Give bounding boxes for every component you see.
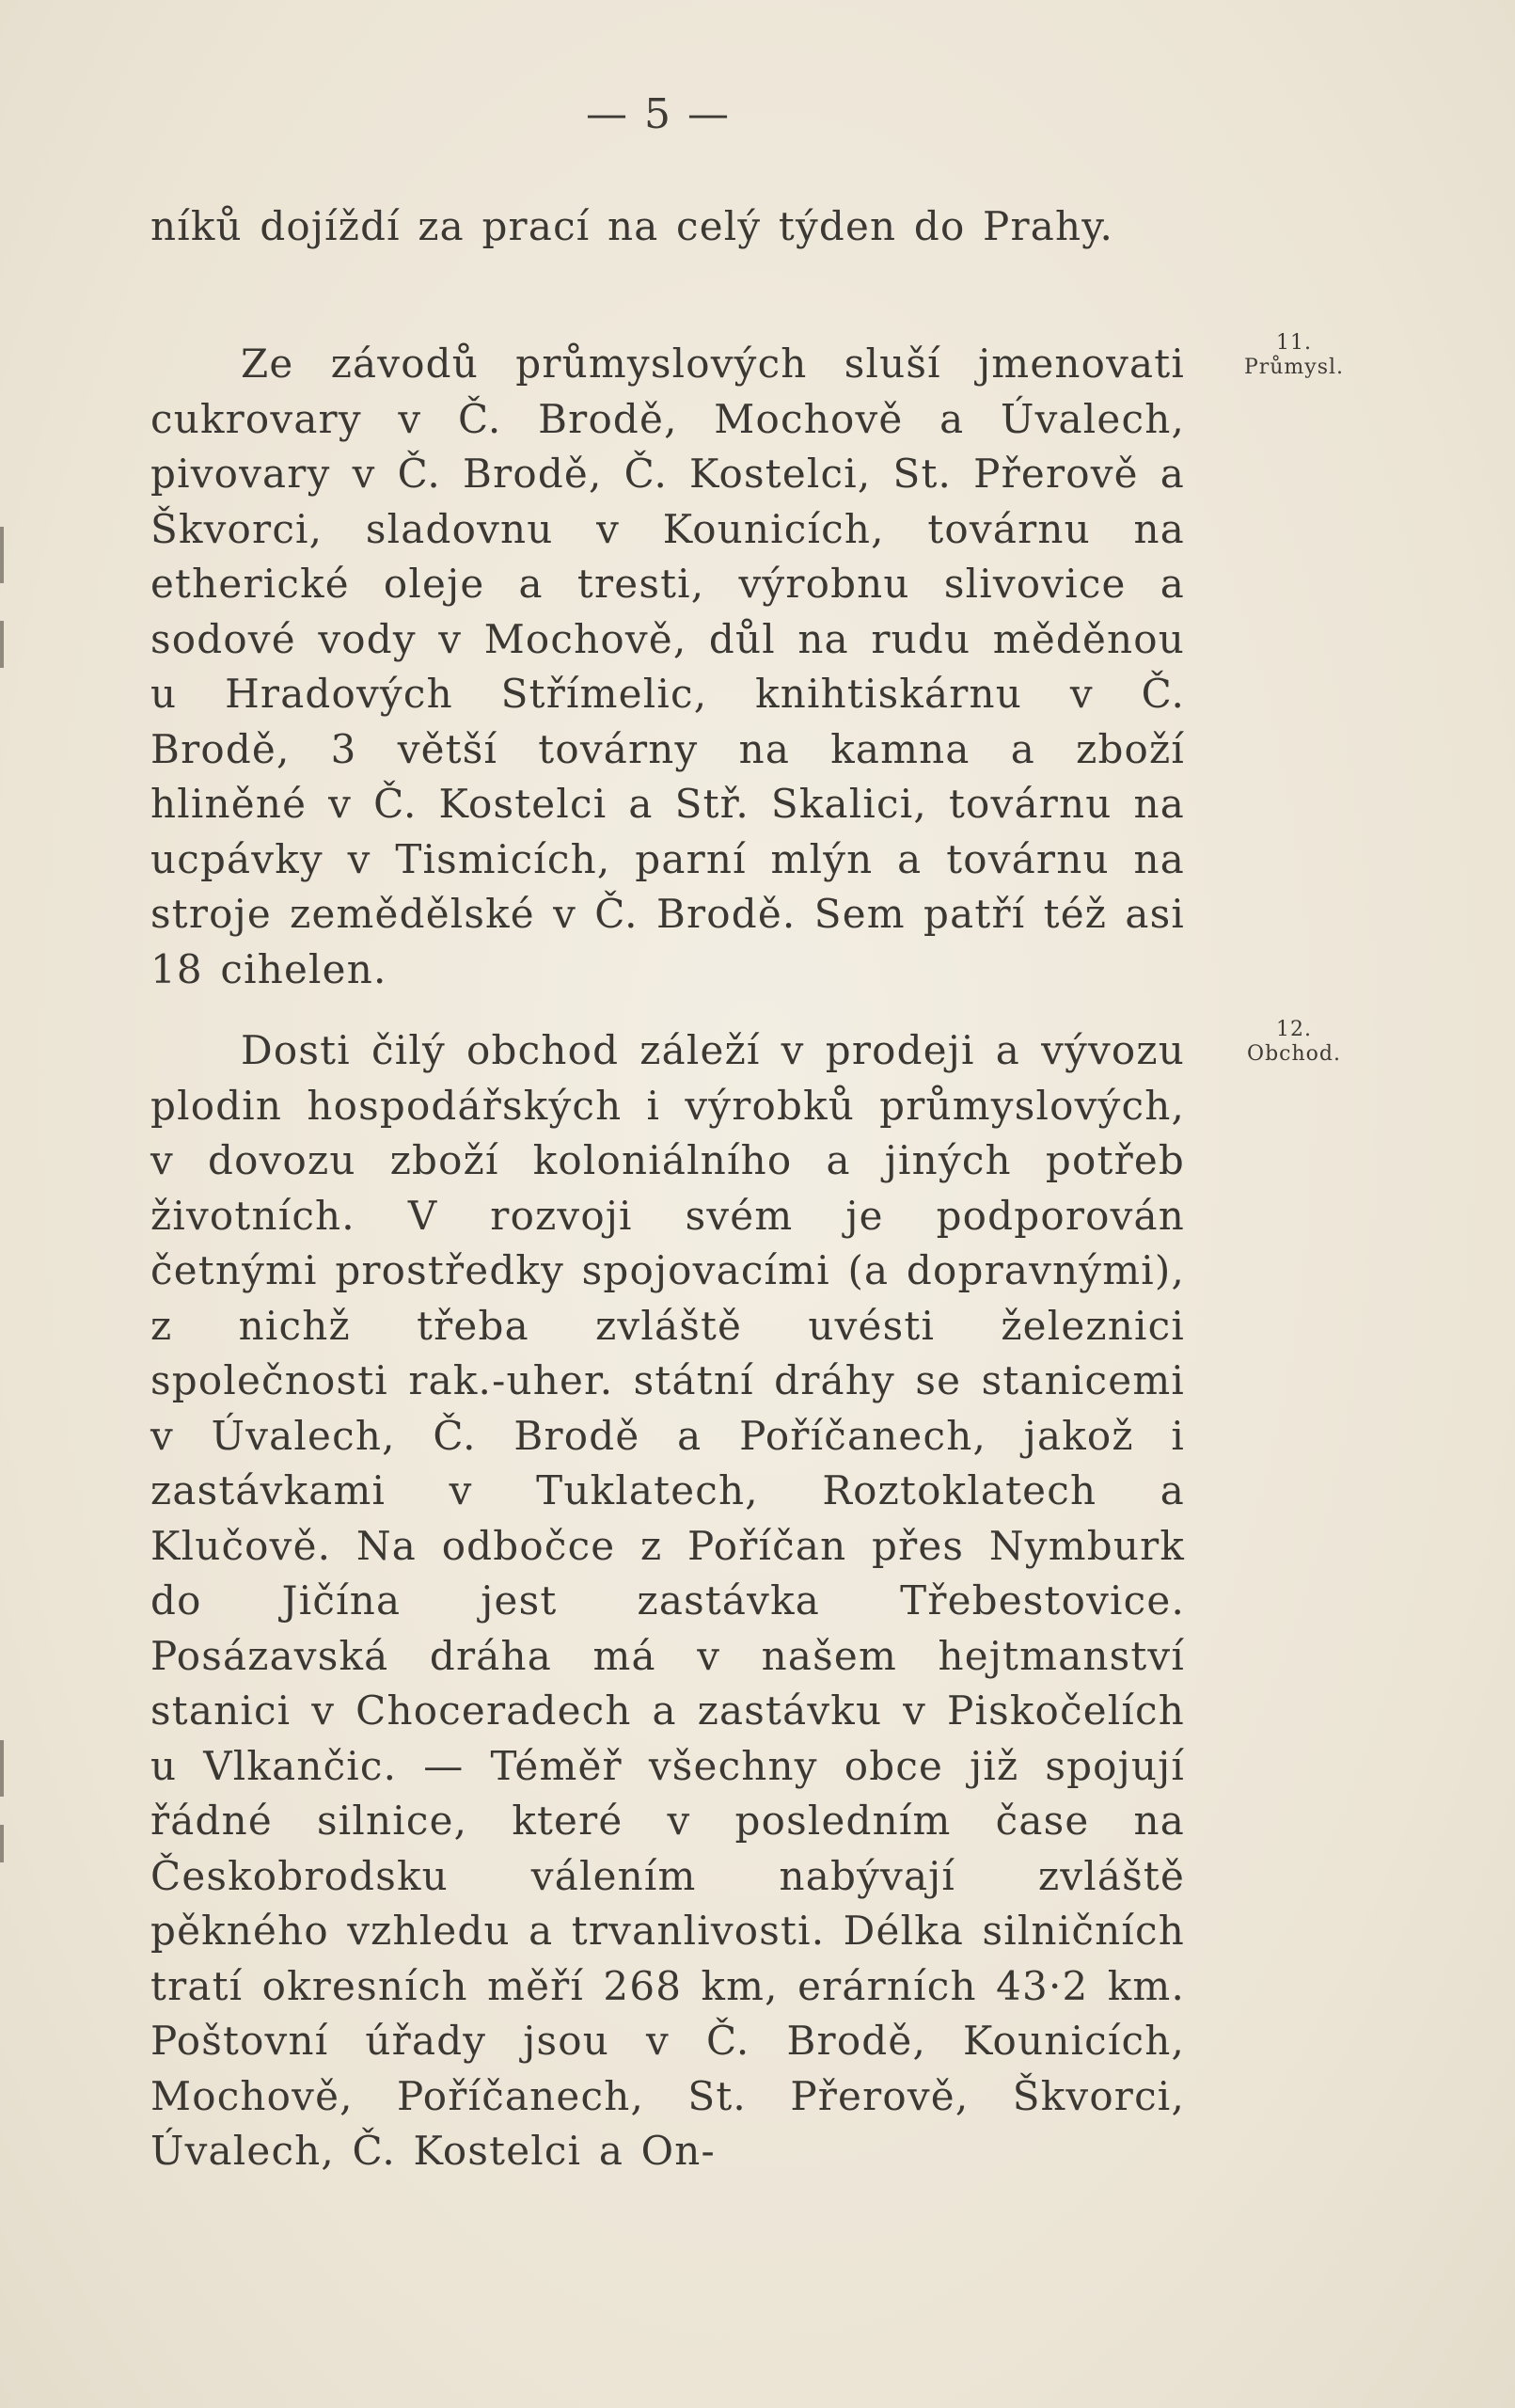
page-number: — 5 —: [586, 90, 731, 138]
binding-mark: [0, 527, 4, 583]
binding-mark: [0, 1825, 4, 1862]
paragraph-continuation: [150, 199, 1185, 255]
margin-note-label: Obchod.: [1247, 1042, 1341, 1066]
paragraph-text: Ze závodů průmyslových sluší jmenovati cukrovary v Č. Brodě, Mochově a Úvalech, pivovary v Č. Brodě, Č. Kostelci, St. Přerově a Škvorci, sladovnu v Kounicích, továrnu na etherické oleje a tresti, výrobnu slivovice a sodové vody v Mochově, důl na rudu měděnou u Hradových Střímelic, knihtiskárnu v Č. Brodě, 3 větší továrny na kamna a zboží hliněné v Č. Kostelci a Stř. Skalici, továrnu na ucpávky v Tismicích, parní mlýn a továrnu na stroje zemědělské v Č. Brodě. Sem patří též asi 18 cihelen.: [150, 341, 1185, 992]
margin-note-commerce: [1219, 1018, 1369, 1067]
paragraph-industry: [150, 337, 1185, 997]
binding-mark: [0, 1740, 4, 1797]
paragraph-commerce: [150, 1023, 1185, 2179]
margin-note-number: 12.: [1276, 1018, 1312, 1041]
paragraph-text: níků dojíždí za prací na celý týden do Prahy.: [150, 203, 1114, 249]
binding-mark: [0, 621, 4, 668]
paragraph-text: Dosti čilý obchod záleží v prodeji a vývozu plodin hospodářských i výrobků průmyslových, v dovozu zboží koloniálního a jiných potřeb životních. V rozvoji svém je podporován četnými prostředky spojovacími (a dopravnými), z nichž třeba zvláště uvésti železnici společnosti rak.-uher. státní dráhy se stanicemi v Úvalech, Č. Brodě a Poříčanech, jakož i zastávkami v Tuklatech, Roztoklatech a Klučově. Na odbočce z Poříčan přes Nymburk do Jičína jest zastávka Třebestovice. Posázavská dráha má v našem hejtmanství stanici v Choceradech a zastávku v Piskočelích u Vlkančic. — Téměř všechny obce již spojují řádné silnice, které v posledním čase na Českobrodsku válením nabývají zvláště pěkného vzhledu a trvanlivosti. Délka silničních tratí okresních měří 268 km, erárních 43·2 km. Poštovní úřady jsou v Č. Brodě, Kounicích, Mochově, Poříčanech, St. Přerově, Škvorci, Úvalech, Č. Kostelci a On-: [150, 1027, 1185, 2174]
margin-note-number: 11.: [1276, 331, 1312, 355]
margin-note-industry: [1219, 331, 1369, 380]
margin-note-label: Průmysl.: [1243, 356, 1345, 379]
